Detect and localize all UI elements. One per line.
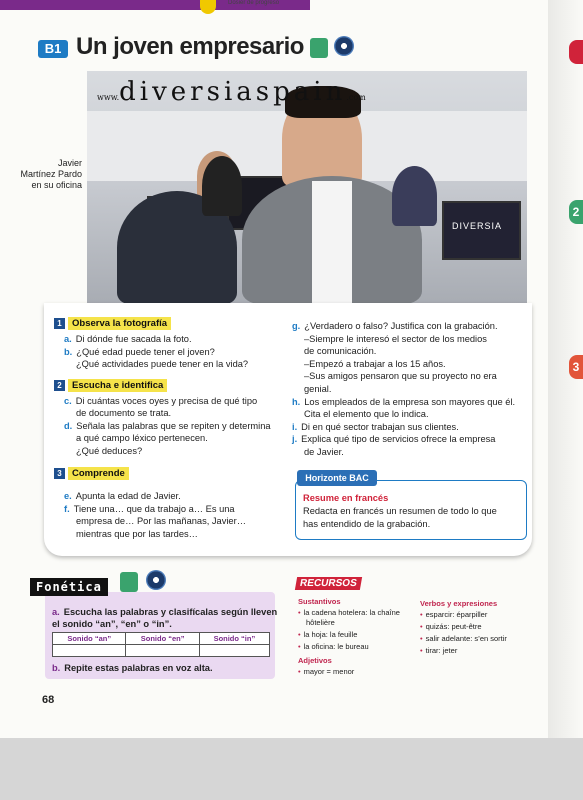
col-an: Sonido “an” [53,633,126,645]
verbos-heading: Verbos y expresiones [420,599,498,608]
item-g-line5: –Sus amigos pensaron que su proyecto no era [304,371,497,381]
item-c: c. Di cuántas voces oyes y precisa de qué tipo [64,396,258,406]
section-3-heading: 3 Comprende [54,468,129,479]
fonetica-a-line2: el sonido “an”, “en” o “in”. [52,619,172,629]
item-h: h. Los empleados de la empresa son mayores que él. [292,397,516,407]
sust-item-1-cont: hôtelière [306,618,335,627]
section-1-heading: 1 Observa la fotografía [54,318,171,329]
item-f: f. Tiene una… que da trabajo a… Es una [64,504,235,514]
item-f-line2: empresa de… Por las mañanas, Javier… [76,516,246,526]
adj-item-1: • mayor = menor [298,667,355,676]
sust-item-1: • la cadena hotelera: la chaîne [298,608,400,617]
watermark: www.diversiaspain.com [97,77,366,107]
item-g-line3: de comunicación. [304,346,377,356]
item-g-line4: –Empezó a trabajar a los 15 años. [304,359,446,369]
item-h-line2: Cita el elemento que lo indica. [304,409,429,419]
item-j-line2: de Javier. [304,447,344,457]
horizonte-text-2: has entendido de la grabación. [303,519,431,529]
item-f-line3: mientras que por las tardes… [76,529,198,539]
caption-line-2: Martínez Pardo [20,169,82,179]
fonetica-mp3-icon[interactable] [120,572,138,592]
page-title: Un joven empresario [76,33,304,60]
cd-audio-icon[interactable] [334,36,354,56]
horizonte-text-1: Redacta en francés un resumen de todo lo que [303,506,497,516]
javier-shirt [312,181,352,304]
monitor-right [442,201,521,260]
cell-in[interactable] [199,645,269,657]
item-e: e. Apunta la edad de Javier. [64,491,181,501]
fonetica-a: a. Escucha las palabras y clasifícalas según lleven [52,607,278,617]
mp3-audio-icon[interactable] [310,38,328,58]
colleague-right [392,166,437,226]
sound-table-header [53,633,270,645]
verbo-item-2: • quizás: peut-être [420,622,482,631]
col-in: Sonido “in” [199,633,269,645]
sound-table-row [53,645,270,657]
verbo-item-4: • tirar: jeter [420,646,458,655]
item-d: d. Señala las palabras que se repiten y determina [64,421,271,431]
side-tab-red[interactable] [569,40,583,64]
cell-en[interactable] [126,645,199,657]
sound-table [52,632,270,657]
item-a: a. Di dónde fue sacada la foto. [64,334,192,344]
office-photo [87,71,527,304]
item-b: b. ¿Qué edad puede tener el joven? [64,347,215,357]
fonetica-b: b. Repite estas palabras en voz alta. [52,663,213,673]
verbo-item-1: • esparcir: éparpiller [420,610,488,619]
horizonte-bac-tab: Horizonte BAC [297,470,377,486]
item-c-line2: de documento se trata. [76,408,172,418]
caption-name: Javier [57,158,82,168]
lightbulb-icon [200,0,216,14]
next-page-edge [548,0,583,738]
horizonte-heading: Resume en francés [303,493,389,503]
fonetica-cd-icon[interactable] [146,570,166,590]
lesson-badge: B1 [38,40,68,58]
verbo-item-3: • salir adelante: s’en sortir [420,634,507,643]
adjetivos-heading: Adjetivos [298,656,332,665]
woman-background [202,156,242,216]
scan-bottom-band [0,738,583,800]
page-number: 68 [42,694,55,706]
side-tab-2[interactable]: 2 [569,200,583,224]
item-j: j. Explica qué tipo de servicios ofrece la empresa [292,434,496,444]
photo-caption [12,158,82,191]
monitor-logo: DIVERSIA [452,221,503,231]
item-d-line3: ¿Qué deduces? [76,446,143,456]
sust-item-3: • la oficina: le bureau [298,642,369,651]
top-small-text: Dosier de progreso [228,0,280,6]
cell-an[interactable] [53,645,126,657]
fonetica-heading: Fonética [30,578,108,596]
sustantivos-heading: Sustantivos [298,597,341,606]
item-b-line2: ¿Qué actividades puede tener en la vida? [76,359,249,369]
item-g: g. ¿Verdadero o falso? Justifica con la grabación. [292,321,498,331]
sust-item-2: • la hoja: la feuille [298,630,358,639]
col-en: Sonido “en” [126,633,199,645]
side-tab-3[interactable]: 3 [569,355,583,379]
recursos-heading: RECURSOS [295,577,362,590]
item-d-line2: a qué campo léxico pertenecen. [76,433,208,443]
item-g-line6: genial. [304,384,332,394]
item-g-line2: –Siempre le interesó el sector de los medios [304,334,487,344]
item-i: i. Di en qué sector trabajan sus clientes. [292,422,459,432]
section-2-heading: 2 Escucha e identifica [54,380,167,391]
caption-line-3: en su oficina [31,180,82,190]
